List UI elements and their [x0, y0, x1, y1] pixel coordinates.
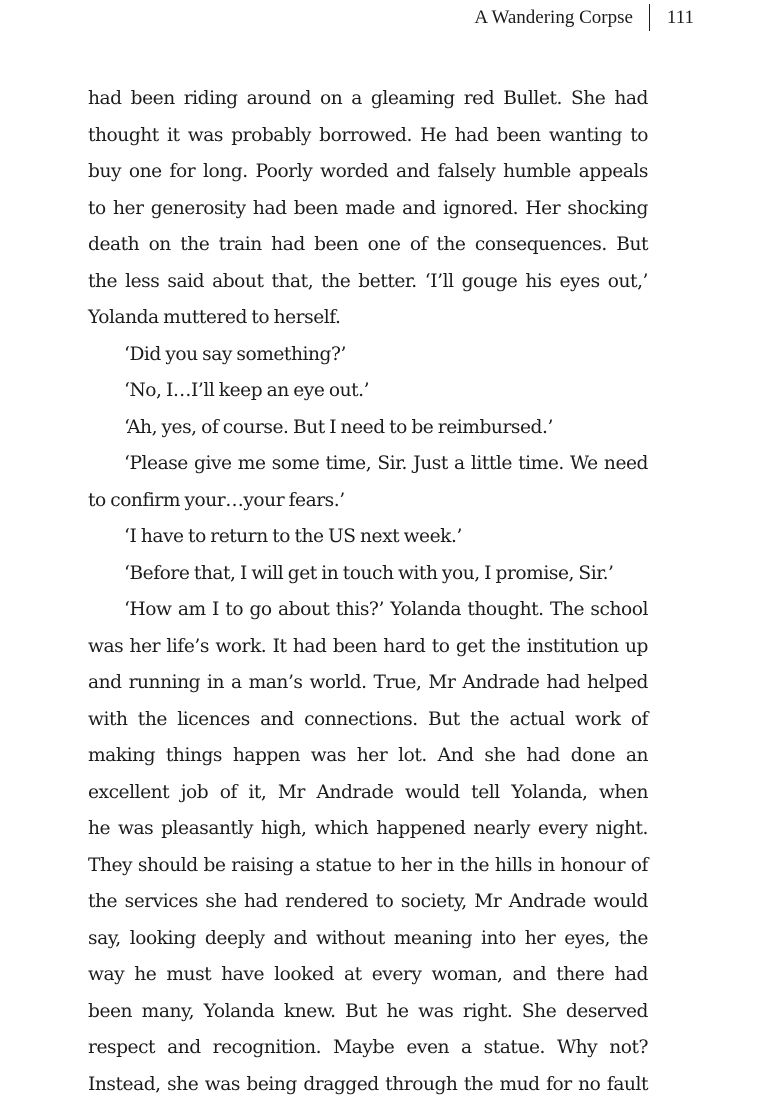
text-line: and running in a man’s world. True, Mr Andrade had helped [88, 672, 648, 693]
text-line: respect and recognition. Maybe even a statue. Why not? [88, 1037, 648, 1058]
text-line: thought it was probably borrowed. He had been wanting to [88, 124, 648, 146]
text-line: ‘Ah, yes, of course. But I need to be reimbursed.’ [124, 416, 553, 438]
text-line: he was pleasantly high, which happened nearly every night. [88, 818, 648, 839]
text-line: with the licences and connections. But the actual work of [88, 708, 648, 730]
text-line: the less said about that, the better. ‘I’ll gouge his eyes out,’ [88, 270, 648, 292]
text-line: Instead, she was being dragged through the mud for no fault [88, 1073, 648, 1095]
text-line: ‘Please give me some time, Sir. Just a little time. We need [124, 453, 648, 474]
text-line: the services she had rendered to society, Mr Andrade would [88, 891, 648, 912]
page-number: 111 [666, 6, 694, 28]
text-line: buy one for long. Poorly worded and falsely humble appeals [88, 161, 648, 182]
text-line: to her generosity had been made and ignored. Her shocking [88, 197, 648, 219]
text-line: Yolanda muttered to herself. [88, 307, 341, 328]
text-line: to confirm your…your fears.’ [88, 489, 345, 511]
chapter-title: A Wandering Corpse [474, 6, 633, 28]
text-line: been many, Yolanda knew. But he was right. She deserved [88, 1000, 648, 1022]
running-head [474, 5, 694, 29]
text-line: ‘No, I…I’ll keep an eye out.’ [124, 380, 370, 401]
text-line: death on the train had been one of the consequences. But [88, 234, 648, 255]
text-line: ‘How am I to go about this?’ Yolanda thought. The school [124, 599, 648, 620]
text-line: way he must have looked at every woman, and there had [88, 964, 648, 985]
text-line: They should be raising a statue to her in the hills in honour of [88, 854, 648, 876]
text-line: ‘Before that, I will get in touch with you, I promise, Sir.’ [124, 562, 614, 584]
text-line: say, looking deeply and without meaning into her eyes, the [88, 927, 648, 949]
text-line: excellent job of it, Mr Andrade would tell Yolanda, when [88, 781, 648, 803]
header-divider [649, 4, 650, 31]
text-line: ‘Did you say something?’ [124, 343, 346, 365]
text-line: was her life’s work. It had been hard to get the institution up [88, 635, 648, 657]
text-line: ‘I have to return to the US next week.’ [124, 526, 462, 547]
text-line: making things happen was her lot. And she had done an [88, 745, 648, 766]
text-line: had been riding around on a gleaming red Bullet. She had [88, 88, 648, 109]
body-text [88, 81, 648, 1103]
